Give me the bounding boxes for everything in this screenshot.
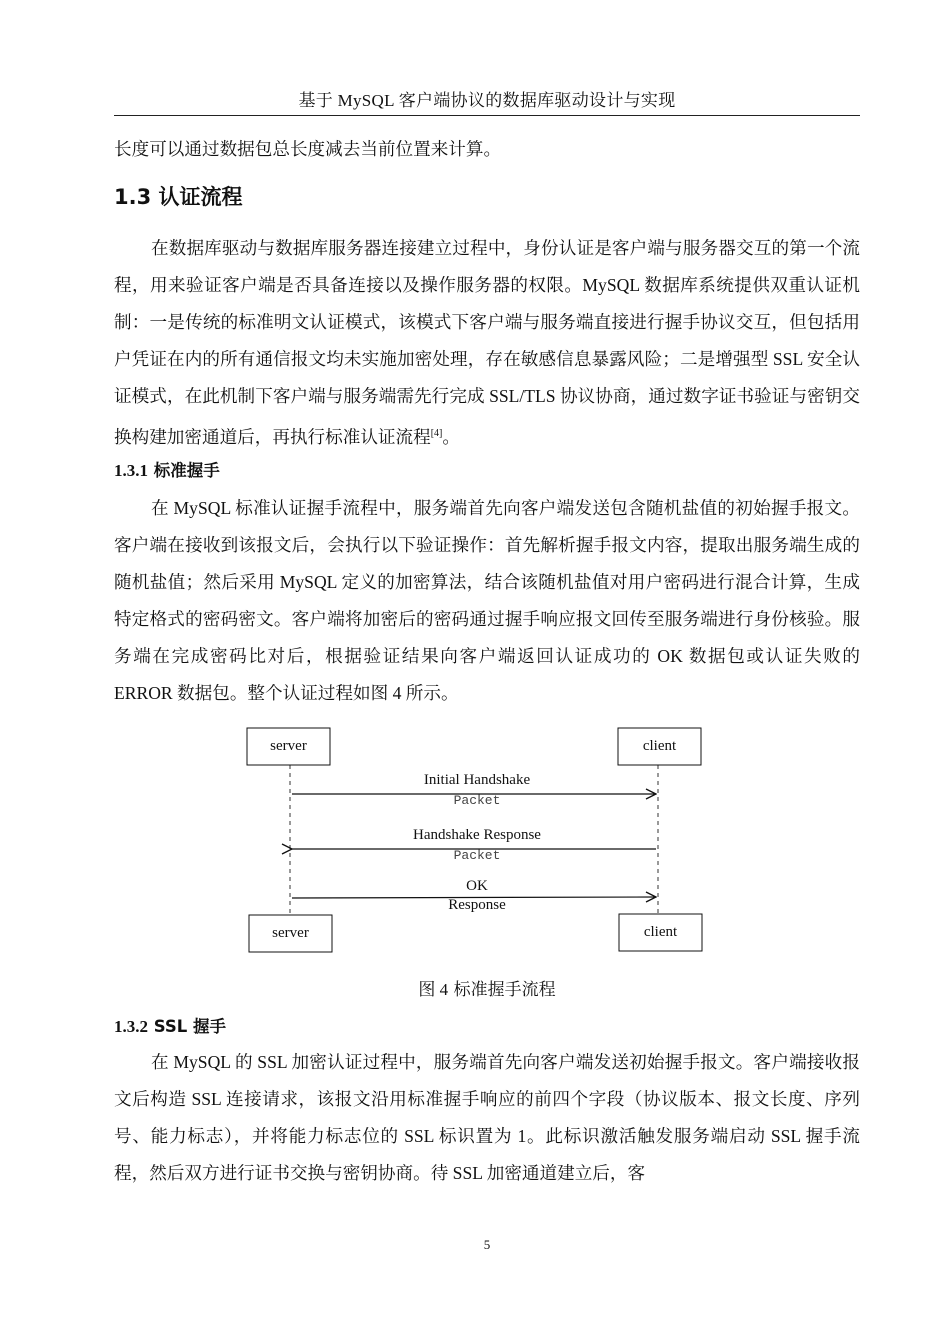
handshake-sequence-diagram: [240, 720, 720, 964]
section-paragraph-end: 。: [442, 426, 460, 447]
section-paragraph-text: 在数据库驱动与数据库服务器连接建立过程中，身份认证是客户端与服务器交互的第一个流程，用来验证客户端是否具备连接以及操作服务器的权限。MySQL 数据库系统提供双重认证机制：一是传统的标准明文认证模式，该模式下客户端与服务端直接进行握手协议交互，但包括用户凭证在内的所有通信报文均未实施加密处理，存在敏感信息暴露风险；二是增强型 SSL 安全认证模式，在此机制下客户端与服务端需先行完成 SSL/TLS 协议协商，通过数字证书验证与密钥交换构建加密通道后，再执行标准认证流程: [114, 238, 860, 447]
subsection1-paragraph: 在 MySQL 标准认证握手流程中，服务端首先向客户端发送包含随机盐值的初始握手报文。客户端在接收到该报文后，会执行以下验证操作：首先解析握手报文内容，提取出服务端生成的随机盐值；然后采用 MySQL 定义的加密算法，结合该随机盐值对用户密码进行混合计算，生成特定格式的密码密文。客户端将加密后的密码通过握手响应报文回传至服务端进行身份核验。服务端在完成密码比对后，根据验证结果向客户端返回认证成功的 OK 数据包或认证失败的 ERROR 数据包。整个认证过程如图 4 所示。: [114, 498, 860, 703]
figure-number: 图 4: [418, 980, 449, 999]
msg2-label-line2: Packet: [453, 848, 501, 863]
citation: [4]: [430, 428, 443, 439]
figure-caption: [114, 976, 860, 1004]
server-top-label: server: [270, 738, 307, 754]
header-rule: [114, 115, 860, 116]
subsection1-title: [114, 456, 220, 486]
client-top-label: client: [642, 738, 677, 754]
msg3-label-line1: OK: [466, 878, 488, 894]
subsection2-label: SSL 握手: [153, 1017, 227, 1036]
msg1-label-line1: Initial Handshake: [423, 772, 531, 788]
server-bottom-label: server: [272, 925, 309, 941]
subsection2-number: 1.3.2: [114, 1017, 148, 1036]
subsection1-label: 标准握手: [153, 461, 220, 480]
subsection2-paragraph: 在 MySQL 的 SSL 加密认证过程中，服务端首先向客户端发送初始握手报文。客户端接收报文后构造 SSL 连接请求，该报文沿用标准握手响应的前四个字段（协议版本、报文长度、序列号、能力标志），并将能力标志位的 SSL 标识置为 1。此标识激活触发服务端启动 SSL 握手流程，然后双方进行证书交换与密钥协商。待 SSL 加密通道建立后，客: [114, 1052, 860, 1183]
subsection1-number: 1.3.1: [114, 461, 148, 480]
subsection2-title: [114, 1012, 226, 1042]
section-title: 1.3 认证流程: [114, 185, 243, 209]
msg2-label-line1: Handshake Response: [413, 827, 541, 843]
figure-caption-text: 标准握手流程: [453, 980, 556, 1000]
running-header: 基于 MySQL 客户端协议的数据库驱动设计与实现: [298, 91, 676, 110]
section-paragraph: [114, 230, 860, 456]
intro-line: 长度可以通过数据包总长度减去当前位置来计算。: [114, 139, 502, 159]
msg3-label-line2: Response: [448, 897, 506, 913]
page-number: 5: [483, 1237, 491, 1252]
client-bottom-label: client: [643, 924, 678, 940]
msg1-label-line2: Packet: [453, 793, 501, 808]
